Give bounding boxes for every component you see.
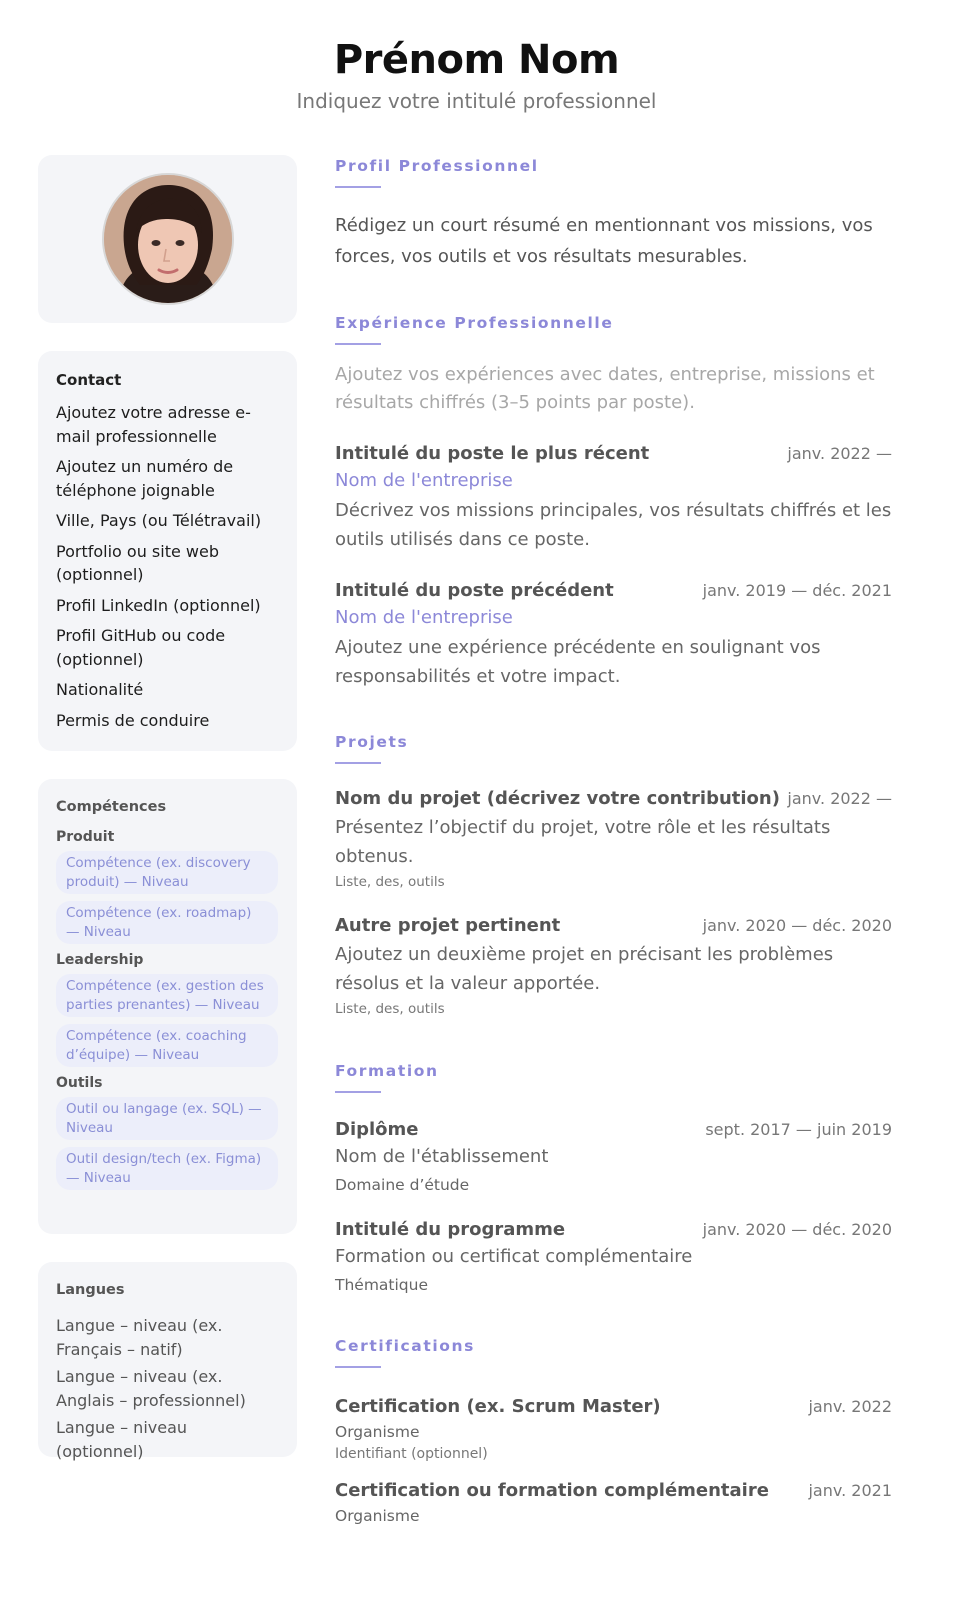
contact-license: Permis de conduire [56,710,210,730]
certification-title: Certification (ex. Scrum Master) [335,1396,661,1417]
contact-email: Ajoutez votre adresse e-mail professionnelle [56,403,251,446]
project-entry [335,786,892,893]
profile-summary: Rédigez un court résumé en mentionnant vos missions, vos forces, vos outils et vos résultats mesurables. [335,215,873,267]
certification-org: Organisme [335,1507,420,1525]
section-title: Expérience Professionnelle [335,314,614,332]
job-description: Ajoutez une expérience précédente en soulignant vos responsabilités et votre impact. [335,637,821,687]
experience-section [335,312,892,691]
section-title: Certifications [335,1337,475,1355]
section-underline [335,1366,381,1368]
education-dates: sept. 2017 — juin 2019 [705,1120,892,1139]
degree-title: Intitulé du programme [335,1219,566,1240]
skill-chip: Compétence (ex. discovery produit) — Niveau [56,851,278,894]
company-name: Nom de l'entreprise [335,607,513,628]
avatar [102,173,234,305]
contact-phone: Ajoutez un numéro de téléphone joignable [56,457,234,500]
project-entry [335,913,892,1020]
section-underline [335,186,381,188]
skill-chip: Compétence (ex. gestion des parties prenantes) — Niveau [56,974,278,1017]
contact-nationality: Nationalité [56,680,144,699]
skill-group-label: Outils [56,1075,103,1091]
certification-date: janv. 2022 [808,1397,892,1416]
skills-title: Compétences [56,799,167,815]
skill-group-label: Leadership [56,952,144,968]
education-section [335,1060,892,1299]
project-dates: janv. 2022 — [787,789,892,808]
certification-date: janv. 2021 [808,1481,892,1500]
project-name: Nom du projet (décrivez votre contribution) [335,788,780,809]
certification-entry [335,1478,892,1528]
job-description: Décrivez vos missions principales, vos résultats chiffrés et les outils utilisés dans ce poste. [335,500,892,550]
contact-title: Contact [56,371,122,389]
project-tools: Liste, des, outils [335,874,445,890]
education-entry [335,1117,892,1199]
main-content [335,155,892,1528]
education-dates: janv. 2020 — déc. 2020 [702,1220,892,1239]
certification-title: Certification ou formation complémentaire [335,1480,769,1501]
contact-website: Portfolio ou site web (optionnel) [56,541,219,584]
field-of-study: Domaine d’étude [335,1176,470,1194]
job-dates: janv. 2019 — déc. 2021 [702,581,892,600]
field-of-study: Thématique [335,1276,429,1294]
job-title: Intitulé du poste le plus récent [335,443,650,464]
certification-id: Identifiant (optionnel) [335,1446,488,1462]
job-title: Intitulé du poste précédent [335,580,614,601]
skill-chip: Compétence (ex. roadmap) — Niveau [56,901,278,944]
contact-github: Profil GitHub ou code (optionnel) [56,626,226,669]
company-name: Nom de l'entreprise [335,470,513,491]
skill-chip: Compétence (ex. coaching d’équipe) — Niveau [56,1024,278,1067]
person-portrait-icon [104,175,232,303]
resume-header [0,0,953,116]
project-dates: janv. 2020 — déc. 2020 [702,916,892,935]
project-name: Autre projet pertinent [335,915,561,936]
language-item: Langue – niveau (ex. Anglais – professionnel) [56,1367,246,1410]
section-title: Formation [335,1062,439,1080]
experience-entry [335,578,892,691]
degree-title: Diplôme [335,1119,419,1140]
experience-entry [335,441,892,554]
institution-name: Nom de l'établissement [335,1146,549,1167]
section-underline [335,343,381,345]
photo-card [38,155,297,323]
education-entry [335,1217,892,1299]
profile-section [335,155,892,272]
institution-name: Formation ou certificat complémentaire [335,1246,693,1267]
skill-chip: Outil design/tech (ex. Figma) — Niveau [56,1147,278,1190]
languages-title: Langues [56,1282,125,1298]
project-description: Présentez l’objectif du projet, votre rôle et les résultats obtenus. [335,817,831,867]
section-title: Projets [335,733,409,751]
job-headline: Indiquez votre intitulé professionnel [296,89,657,113]
project-tools: Liste, des, outils [335,1001,445,1017]
experience-intro: Ajoutez vos expériences avec dates, entreprise, missions et résultats chiffrés (3–5 points par poste). [335,364,875,413]
skill-chip: Outil ou langage (ex. SQL) — Niveau [56,1097,278,1140]
sidebar [38,155,297,1485]
language-item: Langue – niveau (ex. Français – natif) [56,1316,223,1359]
language-item: Langue – niveau (optionnel) [56,1418,188,1461]
certification-entry [335,1394,892,1464]
section-title: Profil Professionnel [335,157,539,175]
projects-section [335,731,892,1020]
job-dates: janv. 2022 — [787,444,892,463]
full-name: Prénom Nom [333,37,620,83]
contact-card [38,351,297,751]
section-underline [335,1091,381,1093]
contact-linkedin: Profil LinkedIn (optionnel) [56,595,261,615]
skills-card [38,779,297,1234]
certifications-section [335,1335,892,1528]
contact-location: Ville, Pays (ou Télétravail) [56,511,262,530]
languages-card [38,1262,297,1461]
skill-group-label: Produit [56,829,115,845]
project-description: Ajoutez un deuxième projet en précisant les problèmes résolus et la valeur apportée. [335,944,834,994]
section-underline [335,762,381,764]
certification-org: Organisme [335,1423,420,1441]
